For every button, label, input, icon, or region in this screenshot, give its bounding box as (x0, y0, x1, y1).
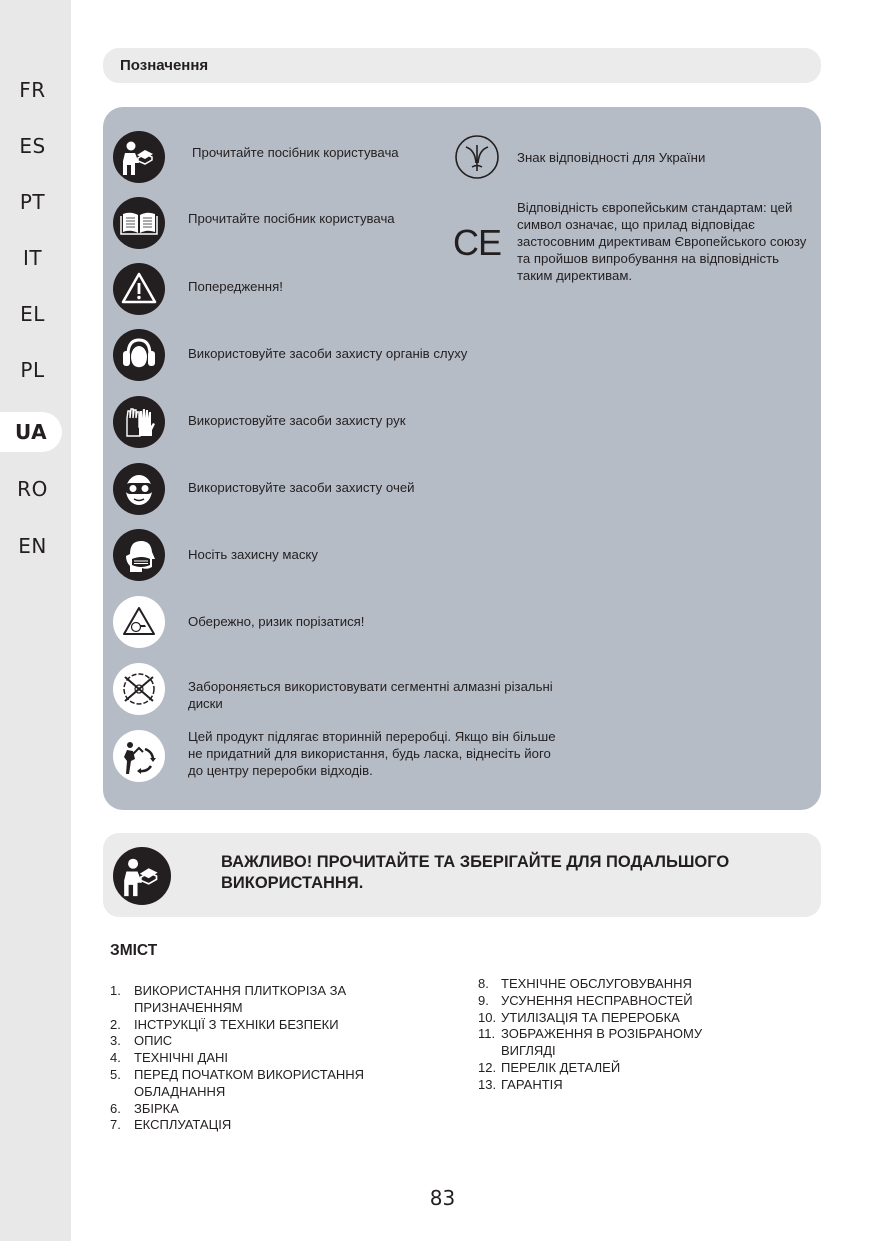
page-number: 83 (429, 1186, 456, 1210)
lang-tab-ua-active[interactable]: UA (0, 412, 62, 452)
symbol-text-no-segmented-disc: Забороняється використовувати сегментні алмазні різальні диски (188, 679, 553, 711)
toc-title: ЗМІСТ (110, 942, 158, 959)
symbol-text-recycle: Цей продукт підлягає вторинній переробці. Якщо він більше не придатний для використання, будь ласка, віднесіть його до центру переробки відходів. (188, 729, 556, 778)
no-segmented-disc-icon (113, 663, 165, 715)
lang-tab-en[interactable]: EN (18, 534, 47, 558)
lang-tab-ro[interactable]: RO (17, 477, 48, 501)
ukraine-conformity-text: Знак відповідності для України (517, 150, 706, 165)
lang-tab-pt[interactable]: PT (19, 190, 46, 214)
toc-item[interactable]: 9. УСУНЕННЯ НЕСПРАВНОСТЕЙ (478, 992, 693, 1008)
toc-item[interactable]: 6. ЗБІРКА (110, 1100, 179, 1116)
symbol-text-face-mask: Носіть захисну маску (188, 547, 318, 562)
symbol-text-cut-hazard: Обережно, ризик порізатися! (188, 614, 365, 629)
toc-item[interactable]: 8. ТЕХНІЧНЕ ОБСЛУГОВУВАННЯ (478, 976, 692, 991)
lang-tab-el[interactable]: EL (20, 302, 45, 326)
symbols-heading-bar (103, 48, 821, 83)
open-book-icon (113, 197, 165, 249)
ear-protection-icon (113, 329, 165, 381)
symbol-text-open-book: Прочитайте посібник користувача (188, 211, 395, 226)
recycle-icon (113, 730, 165, 782)
toc-item[interactable]: 3. ОПИС (110, 1033, 173, 1049)
symbol-text-read-manual: Прочитайте посібник користувача (192, 145, 399, 160)
read-manual-icon (113, 847, 171, 905)
toc-item[interactable]: 4. ТЕХНІЧНІ ДАНІ (110, 1050, 229, 1066)
toc-right-column (478, 976, 778, 1094)
face-mask-icon (113, 529, 165, 581)
toc-item[interactable]: 7. ЕКСПЛУАТАЦІЯ (110, 1117, 232, 1133)
ce-mark-icon: CE (453, 222, 502, 263)
gloves-icon (113, 396, 165, 448)
cut-hazard-icon (113, 596, 165, 648)
symbol-text-ear-protection: Використовуйте засоби захисту органів слуху (188, 346, 468, 361)
lang-tab-pl[interactable]: PL (20, 358, 45, 382)
read-manual-person-icon (113, 131, 165, 183)
lang-tab-es[interactable]: ES (19, 134, 46, 158)
symbols-heading: Позначення (120, 57, 209, 74)
symbol-text-goggles: Використовуйте засоби захисту очей (188, 480, 415, 495)
important-notice-text: ВАЖЛИВО! ПРОЧИТАЙТЕ ТА ЗБЕРІГАЙТЕ ДЛЯ ПОДАЛЬШОГО ВИКОРИСТАННЯ. (221, 853, 730, 892)
ce-conformity-text: Відповідність європейським стандартам: цей символ означає, що прилад відповідає застосовним директивам Європейського союзу та пройшов випробування на відповідність таким директивам. (517, 200, 807, 283)
important-notice-box (103, 833, 821, 917)
toc-left-column (110, 983, 430, 1134)
toc-item[interactable]: 11. ЗОБРАЖЕННЯ В РОЗІБРАНОМУ ВИГЛЯДІ (478, 1026, 703, 1059)
toc-item[interactable]: 12. ПЕРЕЛІК ДЕТАЛЕЙ (478, 1059, 621, 1075)
lang-tab-fr[interactable]: FR (19, 78, 46, 102)
symbol-text-gloves: Використовуйте засоби захисту рук (188, 413, 406, 428)
warning-triangle-icon (113, 263, 165, 315)
toc-item[interactable]: 10. УТИЛІЗАЦІЯ ТА ПЕРЕРОБКА (478, 1009, 680, 1025)
toc-item[interactable]: 5. ПЕРЕД ПОЧАТКОМ ВИКОРИСТАННЯ ОБЛАДНАННЯ (110, 1066, 365, 1099)
language-rail (0, 0, 71, 1241)
toc-item[interactable]: 1. ВИКОРИСТАННЯ ПЛИТКОРІЗА ЗА ПРИЗНАЧЕННЯМ (110, 983, 347, 1015)
ukraine-conformity-mark-icon (453, 133, 501, 181)
goggles-icon (113, 463, 165, 515)
symbols-panel (103, 107, 821, 810)
toc-item[interactable]: 13. ГАРАНТІЯ (478, 1076, 563, 1092)
symbol-text-warning: Попередження! (188, 279, 283, 294)
toc-item[interactable]: 2. ІНСТРУКЦІЇ З ТЕХНІКИ БЕЗПЕКИ (110, 1016, 339, 1032)
lang-tab-it[interactable]: IT (22, 246, 43, 270)
